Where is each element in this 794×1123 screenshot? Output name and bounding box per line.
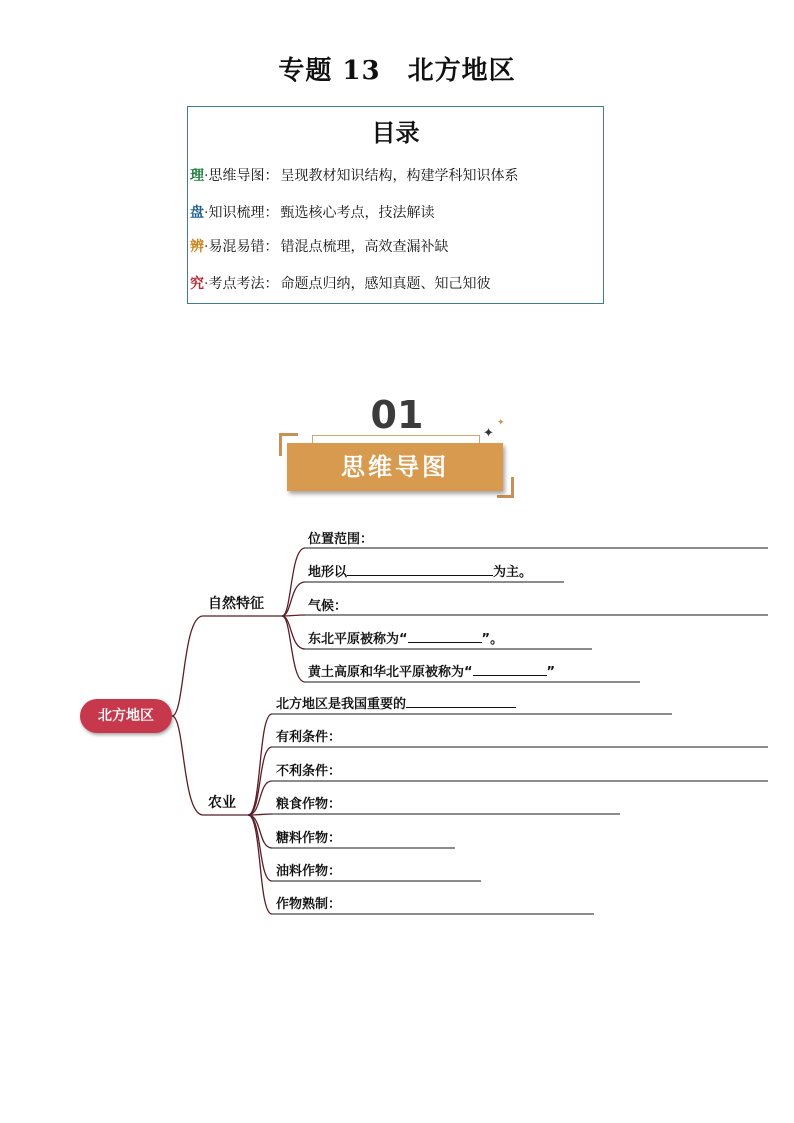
branch-agriculture: 农业 <box>208 795 236 811</box>
toc-char: 理 <box>190 168 204 184</box>
toc-char: 盘 <box>190 205 204 221</box>
leaf-climate: 气候： <box>308 599 348 614</box>
leaf-grain-crops: 粮食作物： <box>276 797 342 812</box>
fill-blank[interactable] <box>406 695 516 708</box>
toc-desc: 甄选核心考点，技法解读 <box>280 205 435 221</box>
toc-desc: 呈现教材知识结构，构建学科知识体系 <box>280 168 519 184</box>
toc-item-exam[interactable]: 究·考点考法： 命题点归纳，感知真题、知己知彼 <box>190 276 491 292</box>
leaf-cropping-system: 作物熟制： <box>276 897 342 912</box>
leaf-northeast-plain: 东北平原被称为“ ”。 <box>308 632 504 647</box>
fill-blank[interactable] <box>473 663 547 676</box>
toc-item-mindmap[interactable]: 理·思维导图： 呈现教材知识结构，构建学科知识体系 <box>190 168 519 184</box>
leaf-loess-plateau: 黄土高原和华北平原被称为“ ” <box>308 665 556 680</box>
leaf-sugar-crops: 糖料作物： <box>276 831 342 846</box>
toc-char: 辨 <box>190 239 204 255</box>
toc-heading: 目录 <box>371 118 420 147</box>
toc-label: 考点考法： <box>208 276 279 292</box>
mindmap-root: 北方地区 <box>80 699 172 733</box>
toc-desc: 错混点梳理，高效查漏补缺 <box>280 239 449 255</box>
leaf-terrain: 地形以 为主。 <box>308 565 533 580</box>
leaf-favorable-conditions: 有利条件： <box>276 730 342 745</box>
sparkle-icon: ✦ <box>483 426 494 441</box>
leaf-important-base: 北方地区是我国重要的 <box>276 693 516 712</box>
root-to-agriculture-line <box>172 716 203 815</box>
fill-blank[interactable] <box>408 630 482 643</box>
toc-char: 究 <box>190 276 204 292</box>
document-title: 专题 13 北方地区 <box>278 56 516 86</box>
leaf-oil-crops: 油料作物： <box>276 864 342 879</box>
toc-desc: 命题点归纳，感知真题、知己知彼 <box>280 276 491 292</box>
toc-item-mistakes[interactable]: 辨·易混易错： 错混点梳理，高效查漏补缺 <box>190 239 449 255</box>
section-banner: 思维导图 <box>287 443 503 491</box>
leaf-location: 位置范围： <box>308 532 374 547</box>
fill-blank[interactable] <box>347 563 493 576</box>
root-to-natural-line <box>172 616 203 716</box>
branch-natural-features: 自然特征 <box>208 596 264 612</box>
toc-item-knowledge[interactable]: 盘·知识梳理： 甄选核心考点，技法解读 <box>190 205 435 221</box>
toc-label: 易混易错： <box>208 239 279 255</box>
toc-label: 知识梳理： <box>208 205 279 221</box>
toc-label: 思维导图： <box>208 168 279 184</box>
leaf-unfavorable-conditions: 不利条件： <box>276 764 342 779</box>
sparkle-small-icon: ✦ <box>497 418 505 428</box>
section-number: 01 <box>370 393 424 437</box>
